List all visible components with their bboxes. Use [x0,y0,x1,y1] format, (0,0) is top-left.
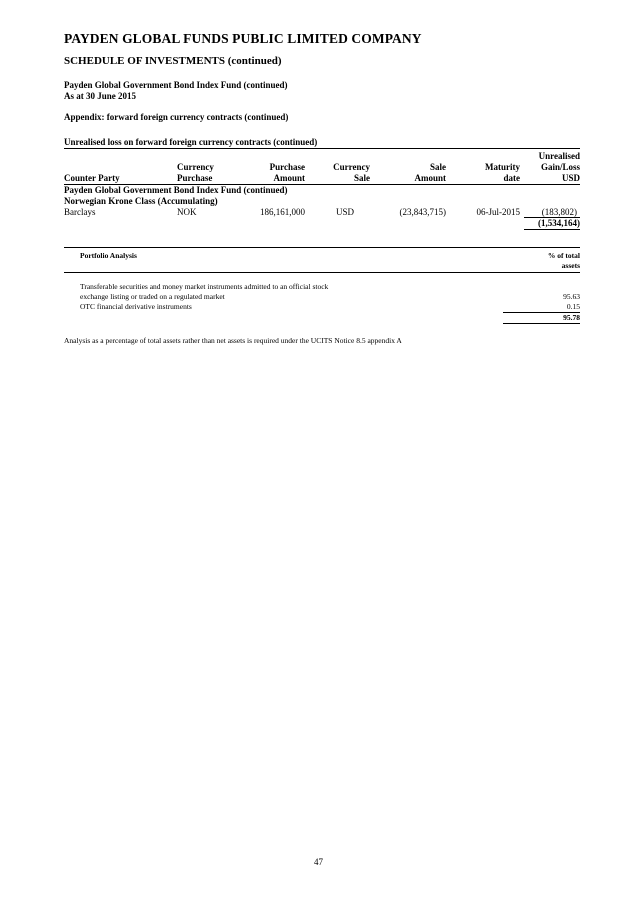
group-fund-name: Payden Global Government Bond Index Fund (continued) [64,185,288,195]
row-currency-sale: USD [335,207,354,217]
col-counter-party: Counter Party [64,173,120,183]
schedule-title: SCHEDULE OF INVESTMENTS (continued) [64,55,282,67]
row-maturity: 06-Jul-2015 [476,207,520,217]
col-currency-purchase [177,162,214,184]
as-at-date: As at 30 June 2015 [64,91,137,101]
row-unrealised: (183,802) [541,207,577,217]
appendix-title: Appendix: forward foreign currency contracts (continued) [64,112,289,122]
portfolio-header-rule [64,272,580,273]
row-counter-party: Barclays [64,207,96,217]
row-currency-purchase: NOK [177,207,197,217]
portfolio-col-line1: % of total [547,251,580,260]
fund-name: Payden Global Government Bond Index Fund (continued) [64,80,288,90]
portfolio-line-1a: Transferable securities and money market instruments admitted to an official stock [80,282,329,291]
portfolio-col-line2: assets [561,261,580,270]
group-class-name: Norwegian Krone Class (Accumulating) [64,196,218,206]
portfolio-line-1 [80,282,328,302]
col-sale-amount-line2: Amount [414,173,446,183]
col-purchase-amount-line1: Purchase [269,162,305,172]
portfolio-value-2: 0.15 [566,302,580,311]
portfolio-value-1: 95.63 [563,292,580,301]
col-unrealised-line3: USD [561,173,580,183]
col-currency-purchase-line2: Purchase [177,173,213,183]
col-currency-sale [310,162,370,184]
total-unrealised: (1,534,164) [538,218,580,228]
portfolio-line-2: OTC financial derivative instruments [80,302,192,311]
company-title: PAYDEN GLOBAL FUNDS PUBLIC LIMITED COMPANY [64,31,422,46]
col-maturity-line2: date [503,173,520,183]
col-currency-sale-line2: Sale [353,173,370,183]
page-number: 47 [314,857,323,867]
col-currency-sale-line1: Currency [333,162,370,172]
portfolio-total: 95.78 [563,313,580,322]
col-maturity-line1: Maturity [485,162,520,172]
footnote: Analysis as a percentage of total assets rather than net assets is required under the UCITS Notice 8.5 appendix A [64,336,402,345]
col-sale-amount [370,162,446,184]
col-currency-purchase-line1: Currency [177,162,214,172]
row-sale-amount: (23,843,715) [399,207,446,217]
portfolio-bottom-rule [503,323,580,324]
col-unrealised-line1: Unrealised [538,151,580,161]
portfolio-col-header [500,251,580,271]
col-sale-amount-line1: Sale [429,162,446,172]
col-purchase-amount-line2: Amount [273,173,305,183]
row-purchase-amount: 186,161,000 [260,207,305,217]
section-rule [64,148,580,149]
total-rule [524,229,580,230]
col-purchase-amount [230,162,305,184]
section-title: Unrealised loss on forward foreign currency contracts (continued) [64,137,318,147]
portfolio-line-1b: exchange listing or traded on a regulated market [80,292,225,301]
col-unrealised-line2: Gain/Loss [540,162,580,172]
portfolio-heading: Portfolio Analysis [80,251,137,260]
col-unrealised [510,151,580,184]
portfolio-top-rule [64,247,580,248]
fund-subtitle [64,80,288,102]
